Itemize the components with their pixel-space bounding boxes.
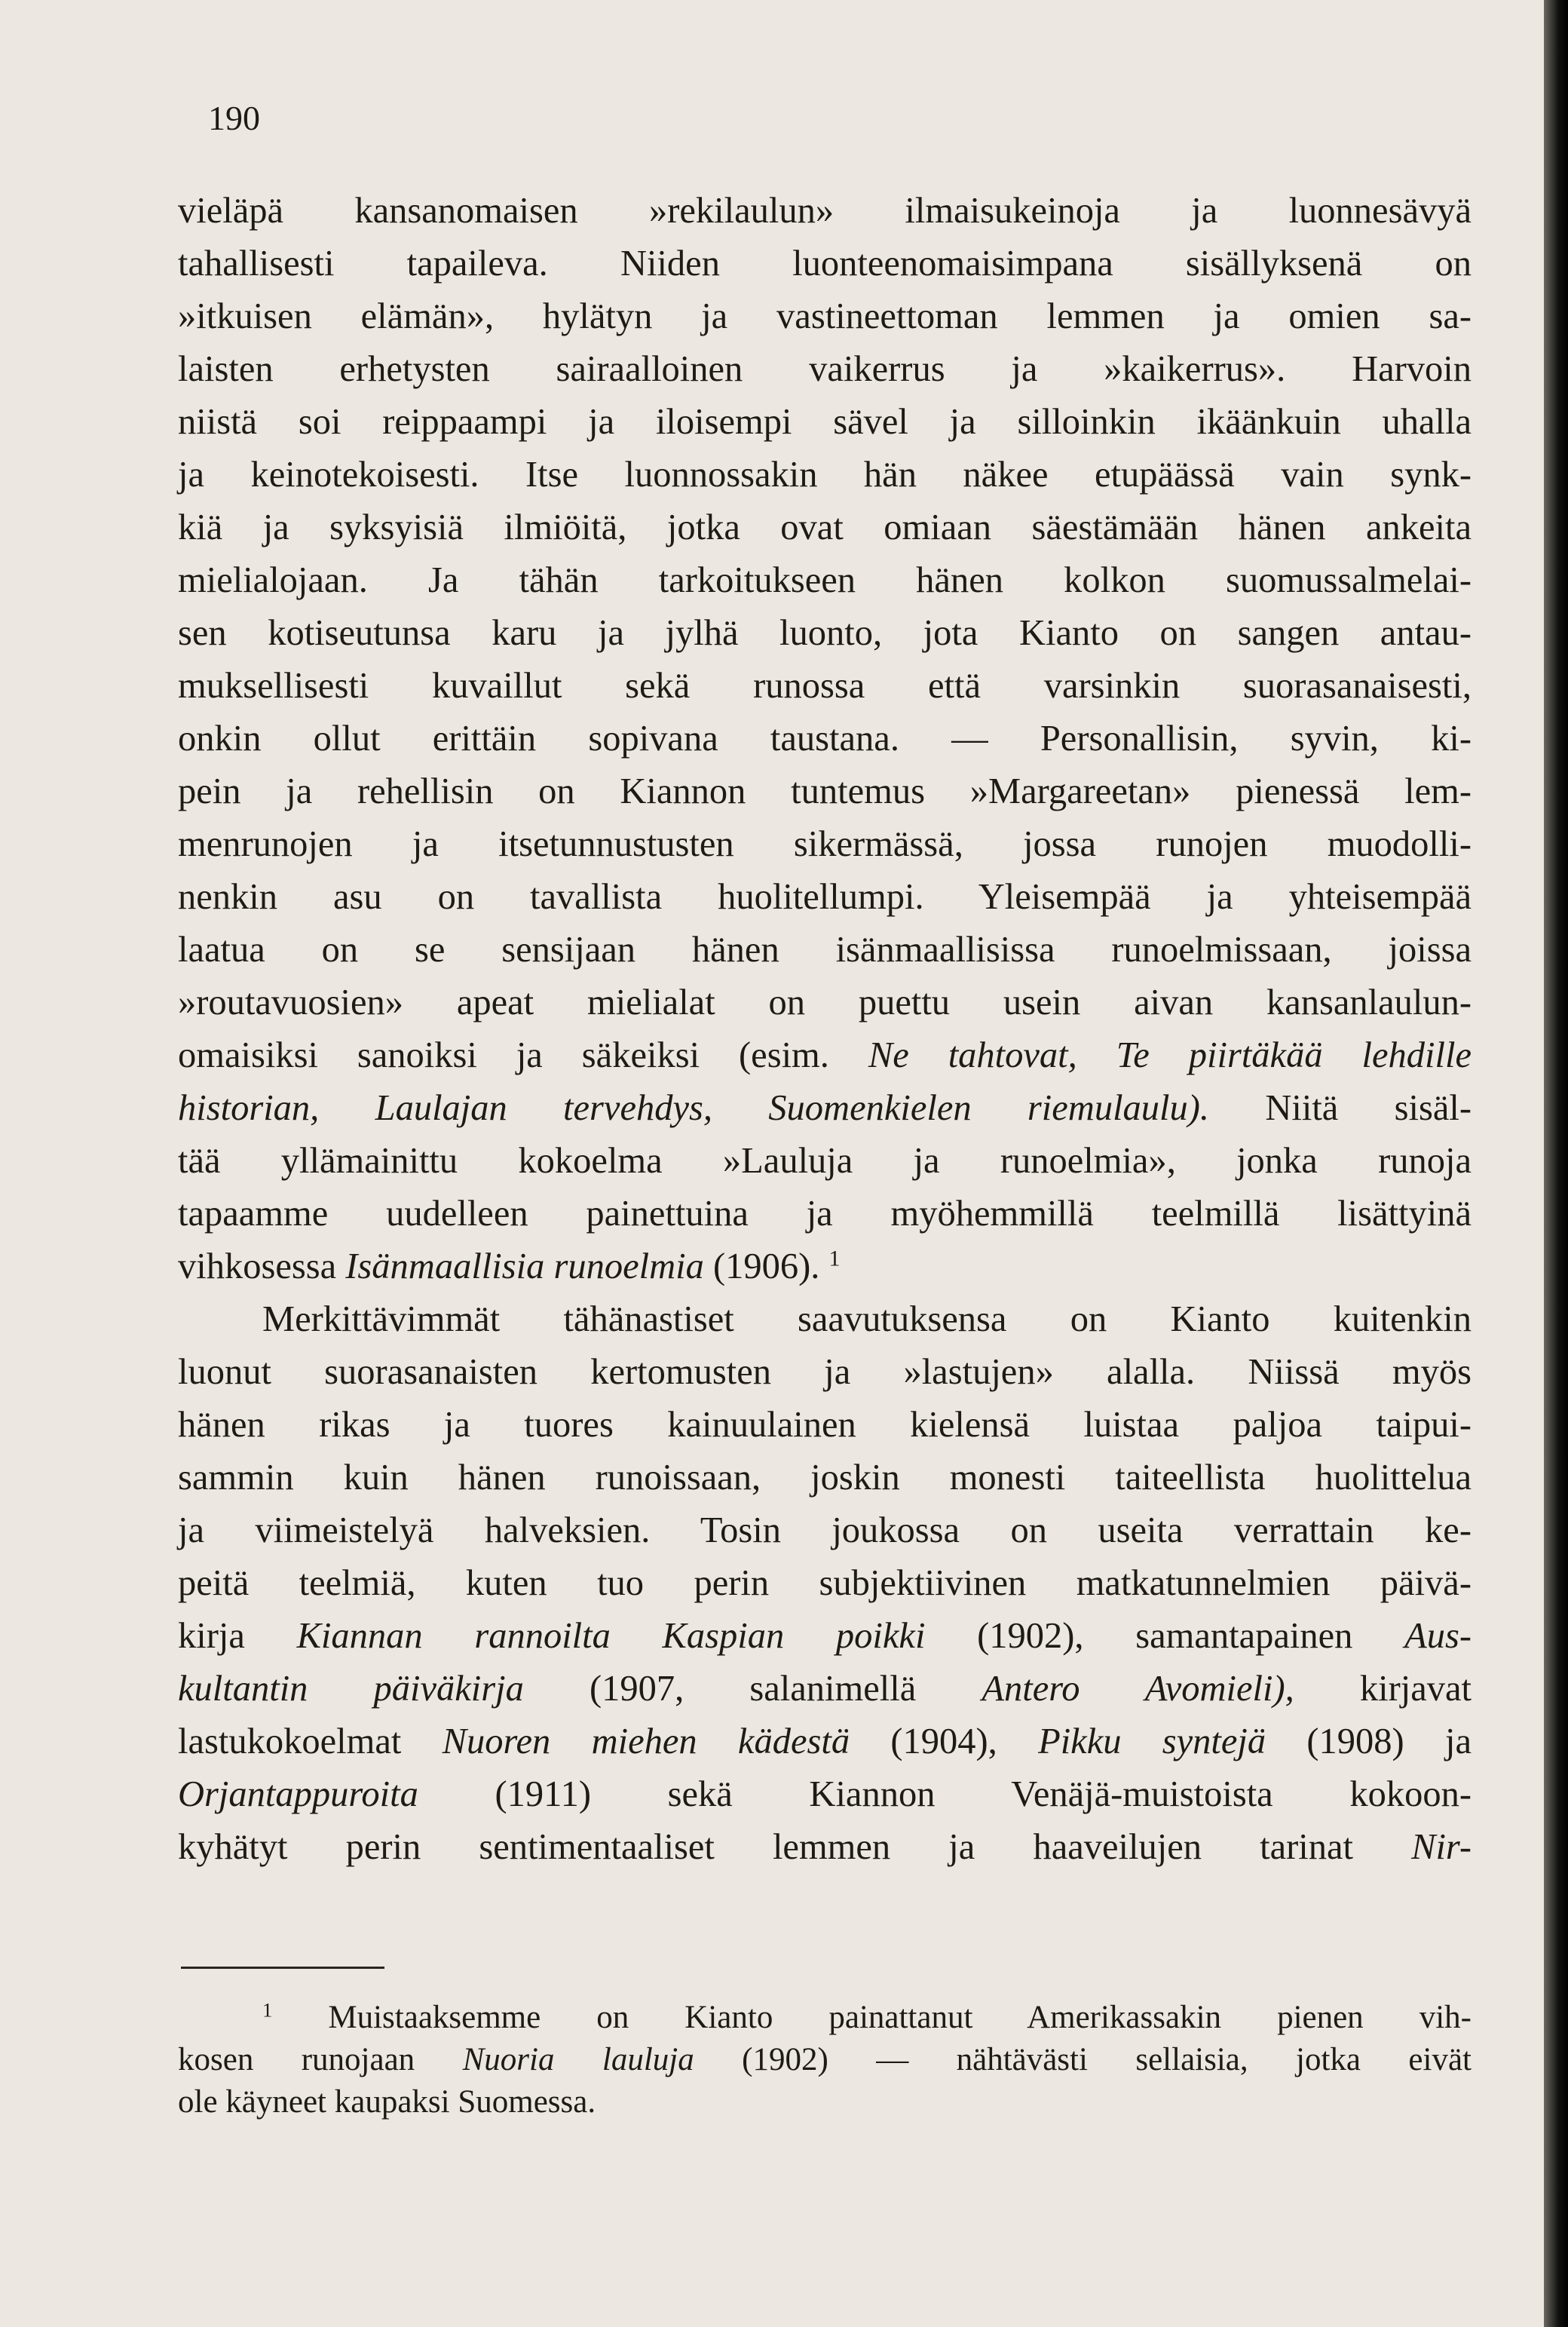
italic-title: Ne tahtovat, Te piirtäkää lehdille [868, 1035, 1472, 1075]
text-run: onkin ollut erittäin sopivana taustana. — Personallisin, syvin, ki- [178, 719, 1472, 759]
text-line [178, 449, 1472, 501]
text-run: (1902), samantapainen [925, 1616, 1405, 1656]
italic-title: Nuoren miehen kädestä [442, 1721, 850, 1761]
footnote-line [178, 2039, 1472, 2081]
text-run: tää yllämainittu kokoelma »Lauluja ja runoelmia», jonka runoja [178, 1141, 1472, 1181]
footnote-separator [181, 1967, 384, 1969]
text-line [178, 238, 1472, 290]
italic-title: Pikku syntejä [1038, 1721, 1266, 1761]
text-run: luonut suorasanaisten kertomusten ja »lastujen» alalla. Niissä myös [178, 1352, 1472, 1392]
text-run: vieläpä kansanomaisen »rekilaulun» ilmaisukeinoja ja luonnesävyä [178, 191, 1472, 231]
text-run: Merkittävimmät tähänastiset saavutuksensa on Kianto kuitenkin [262, 1299, 1472, 1339]
italic-title: Kiannan rannoilta Kaspian poikki [296, 1616, 926, 1656]
text-line [178, 924, 1472, 976]
text-line [178, 1768, 1472, 1821]
text-line [178, 1082, 1472, 1135]
text-run: kirjavat [1294, 1669, 1472, 1709]
footnote-line [178, 2081, 1472, 2123]
text-run: pein ja rehellisin on Kiannon tuntemus »Margareetan» pienessä lem- [178, 771, 1472, 811]
text-line [178, 976, 1472, 1029]
italic-title: Isänmaallisia runoelmia [345, 1246, 704, 1286]
text-run: (1904), [850, 1721, 1039, 1761]
text-run: nenkin asu on tavallista huolitellumpi. Yleisempää ja yhteisempää [178, 877, 1472, 917]
text-line [178, 1029, 1472, 1082]
page-number: 190 [208, 99, 260, 137]
text-run: ja viimeistelyä halveksien. Tosin joukossa on useita verrattain ke- [178, 1510, 1472, 1550]
text-line [178, 713, 1472, 765]
body-text [178, 185, 1472, 1874]
text-line [178, 607, 1472, 660]
text-run: sen kotiseutunsa karu ja jylhä luonto, jota Kianto on sangen antau- [178, 613, 1472, 653]
text-run: (1902) — nähtävästi sellaisia, jotka eivät [694, 2042, 1472, 2077]
text-line [178, 501, 1472, 554]
text-run: Muistaaksemme on Kianto painattanut Amerikassakin pienen vih- [272, 2000, 1472, 2035]
footnotes [178, 1997, 1472, 2123]
text-run: Niitä sisäl- [1209, 1088, 1472, 1128]
text-run: menrunojen ja itsetunnustusten sikermässä, jossa runojen muodolli- [178, 824, 1472, 864]
text-run: mielialojaan. Ja tähän tarkoitukseen hänen kolkon suomussalmelai- [178, 560, 1472, 600]
footnote-marker: 1 [828, 1245, 841, 1271]
text-run: omaisiksi sanoiksi ja säkeiksi (esim. [178, 1035, 868, 1075]
text-run: kyhätyt perin sentimentaaliset lemmen ja haaveilujen tarinat [178, 1827, 1412, 1867]
text-run: »itkuisen elämän», hylätyn ja vastineettoman lemmen ja omien sa- [178, 296, 1472, 336]
text-run: kosen runojaan [178, 2042, 463, 2077]
text-line [178, 660, 1472, 713]
text-line [178, 1135, 1472, 1188]
text-run: tahallisesti tapaileva. Niiden luonteenomaisimpana sisällyksenä on [178, 244, 1472, 284]
text-line [178, 1715, 1472, 1768]
italic-title: Nir- [1411, 1827, 1472, 1867]
text-line [178, 185, 1472, 238]
text-line [178, 1293, 1472, 1346]
italic-title: historian, Laulajan tervehdys, Suomenkielen riemulaulu). [178, 1088, 1210, 1128]
text-run: hänen rikas ja tuores kainuulainen kielensä luistaa paljoa taipui- [178, 1405, 1472, 1445]
text-run: peitä teelmiä, kuten tuo perin subjektiivinen matkatunnelmien päivä- [178, 1563, 1472, 1603]
text-run: kirja [178, 1616, 297, 1656]
text-run: lastukokoelmat [178, 1721, 443, 1761]
text-line [178, 1346, 1472, 1399]
italic-title: kultantin päiväkirja [178, 1669, 524, 1709]
text-run: »routavuosien» apeat mielialat on puettu usein aivan kansanlaulun- [178, 983, 1472, 1022]
text-line [178, 396, 1472, 449]
text-run: tapaamme uudelleen painettuina ja myöhemmillä teelmillä lisättyinä [178, 1194, 1472, 1234]
italic-title: Aus- [1404, 1616, 1472, 1656]
text-line [178, 1821, 1472, 1874]
text-run: laatua on se sensijaan hänen isänmaallisissa runoelmissaan, joissa [178, 930, 1472, 970]
text-line [178, 818, 1472, 871]
text-line [178, 554, 1472, 607]
text-line [178, 1663, 1472, 1715]
text-line [178, 1504, 1472, 1557]
text-line [178, 1452, 1472, 1504]
text-run: (1907, salanimellä [523, 1669, 982, 1709]
text-run: (1911) sekä Kiannon Venäjä-muistoista kokoon- [418, 1774, 1472, 1814]
text-run: laisten erhetysten sairaalloinen vaikerrus ja »kaikerrus». Harvoin [178, 349, 1472, 389]
text-run: (1908) ja [1266, 1721, 1472, 1761]
text-line [178, 765, 1472, 818]
italic-title: Orjantappuroita [178, 1774, 418, 1814]
text-line [178, 1240, 1472, 1293]
text-line [178, 871, 1472, 924]
text-run: (1906). [703, 1246, 829, 1286]
text-run: vihkosessa [178, 1246, 346, 1286]
text-line [178, 1188, 1472, 1240]
italic-title: Antero Avomieli), [982, 1669, 1294, 1709]
page-edge-shadow [1544, 0, 1568, 2327]
text-run: kiä ja syksyisiä ilmiöitä, jotka ovat omiaan säestämään hänen ankeita [178, 507, 1472, 547]
text-run: niistä soi reippaampi ja iloisempi sävel ja silloinkin ikäänkuin uhalla [178, 402, 1472, 442]
text-line [178, 343, 1472, 396]
text-line [178, 290, 1472, 343]
text-run: muksellisesti kuvaillut sekä runossa että varsinkin suorasanaisesti, [178, 666, 1472, 706]
text-run: sammin kuin hänen runoissaan, joskin monesti taiteellista huolittelua [178, 1458, 1472, 1498]
text-line [178, 1557, 1472, 1610]
text-line [178, 1610, 1472, 1663]
footnote-marker: 1 [262, 1998, 273, 2022]
italic-title: Nuoria lauluja [462, 2042, 694, 2077]
footnote-line [178, 1997, 1472, 2039]
text-run: ole käyneet kaupaksi Suomessa. [178, 2084, 596, 2120]
text-run: ja keinotekoisesti. Itse luonnossakin hän näkee etupäässä vain synk- [178, 455, 1472, 495]
text-line [178, 1399, 1472, 1452]
